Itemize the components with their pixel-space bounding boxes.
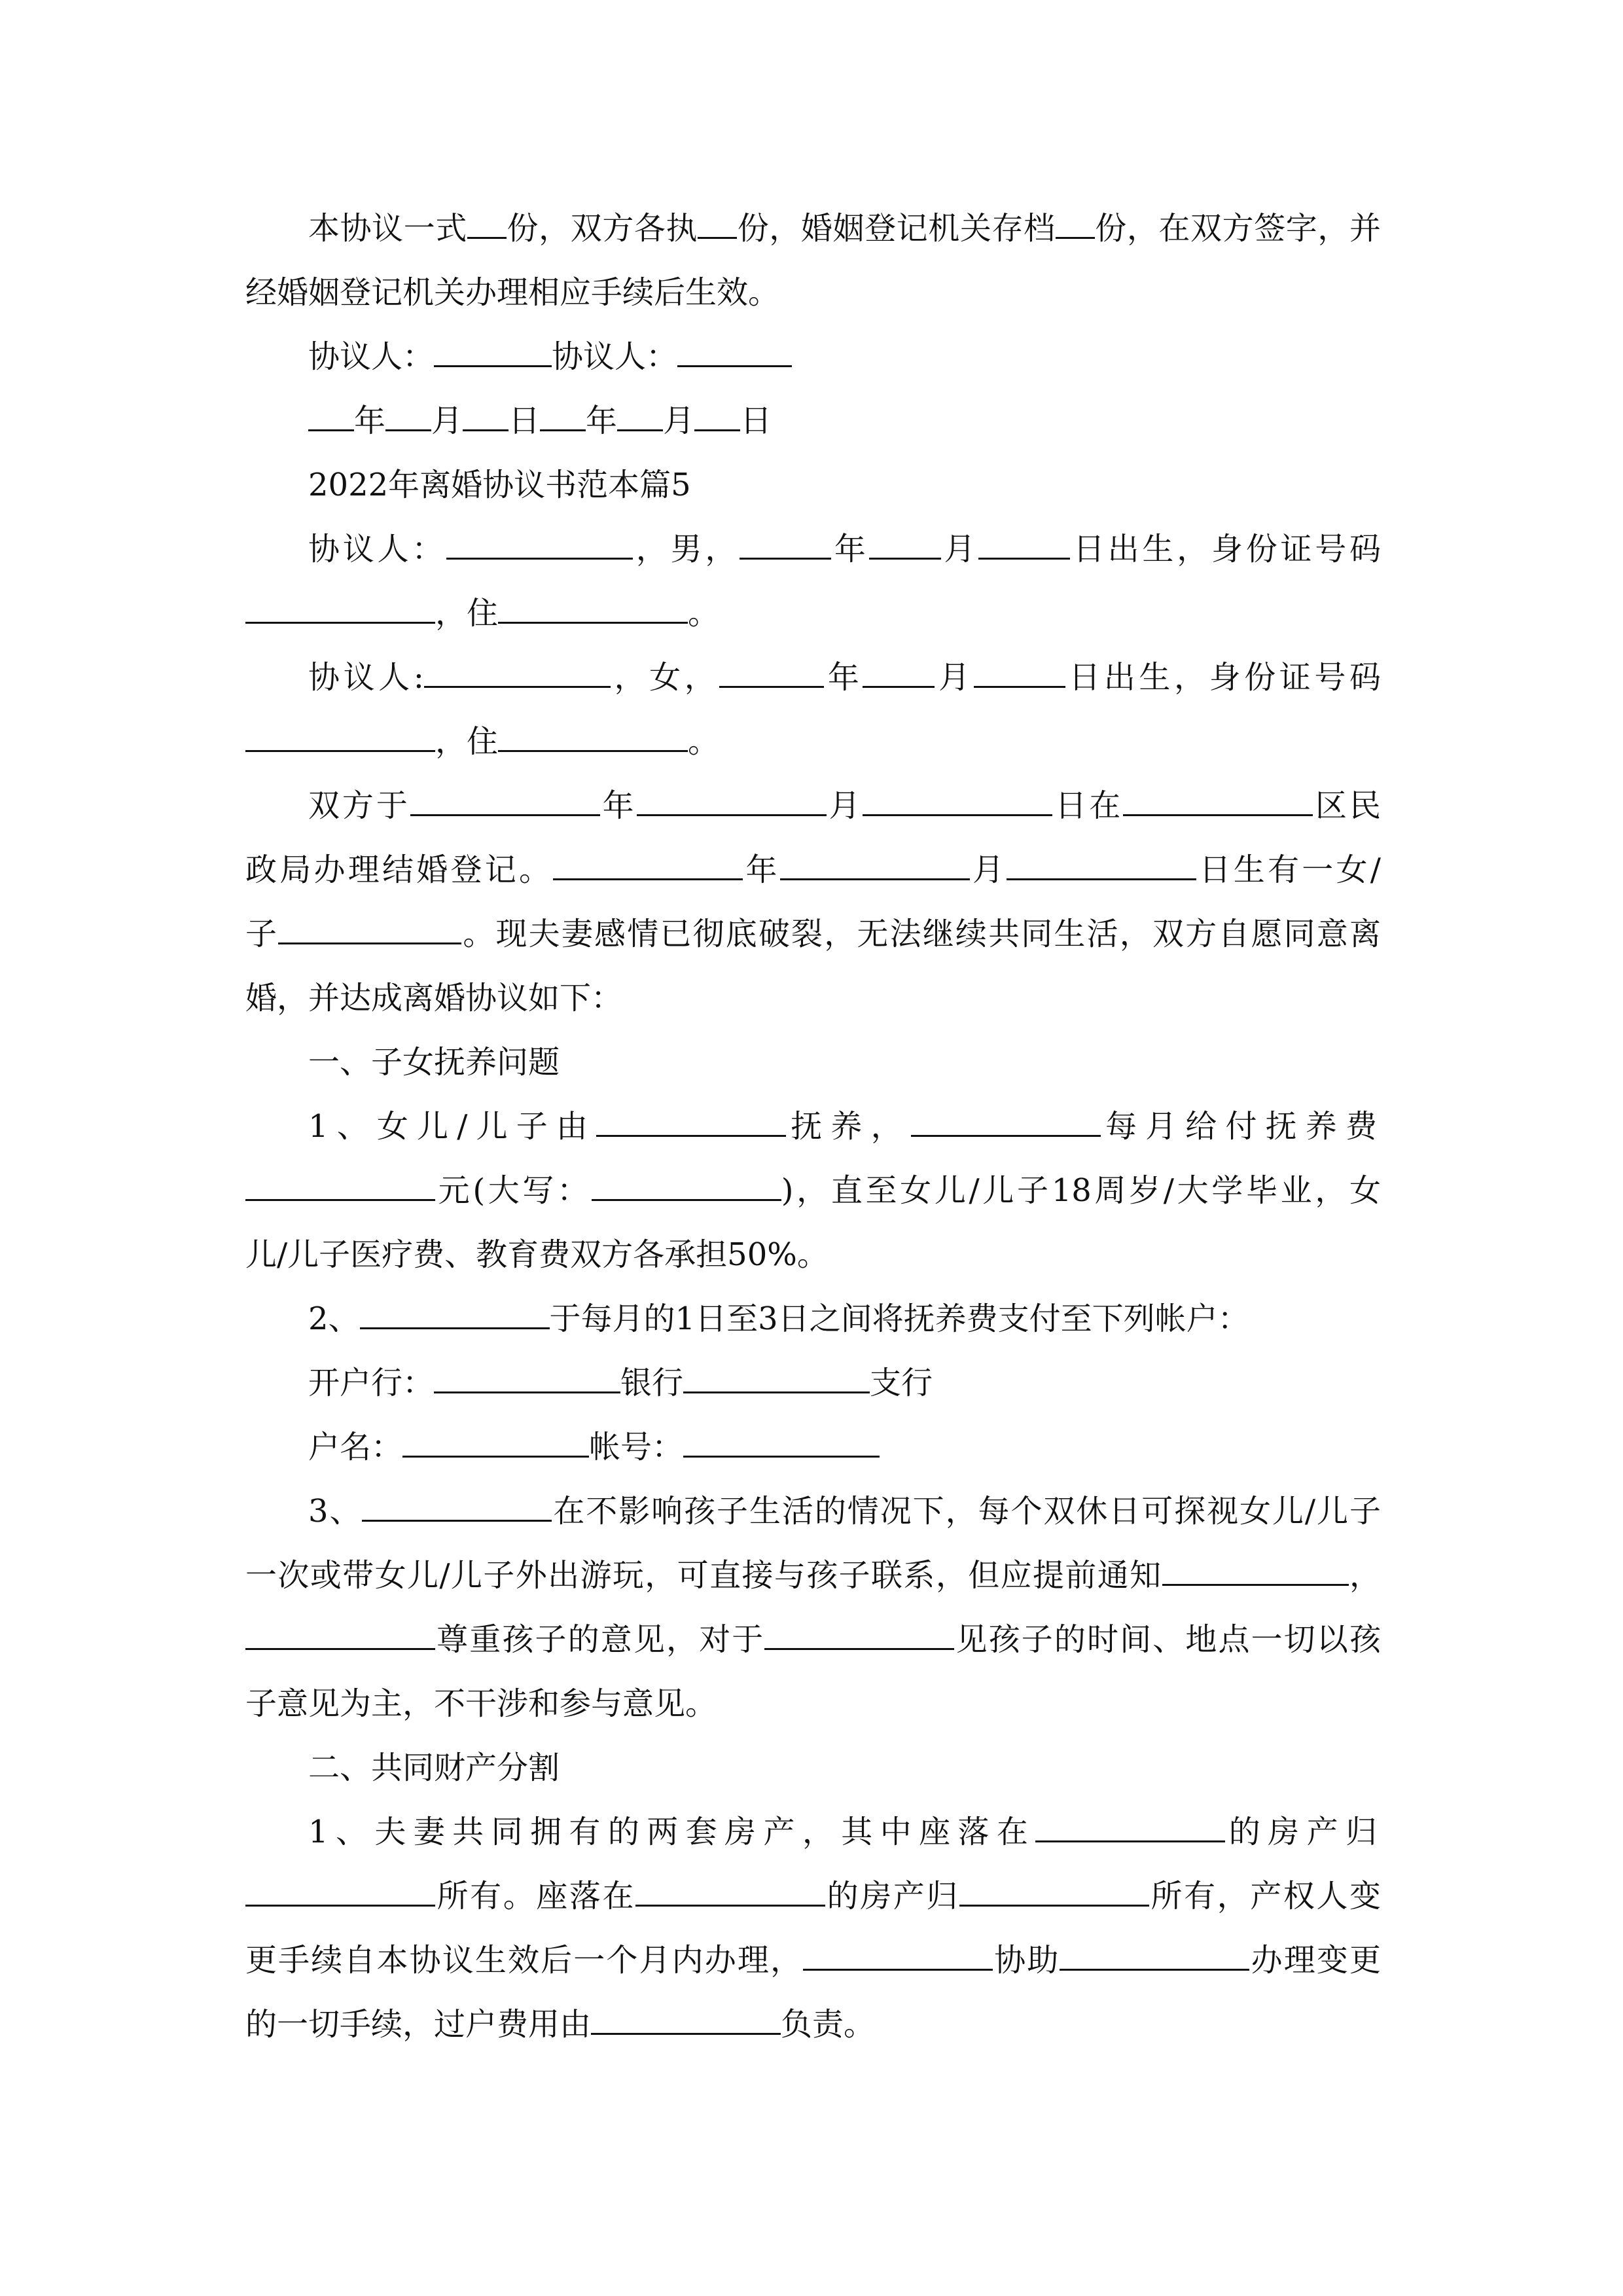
paragraph-account [245, 1415, 1381, 1479]
paragraph-custody-line3 [245, 1223, 1381, 1287]
text: 月 [969, 852, 1007, 888]
text: 年 [743, 852, 780, 888]
paragraph-visit-line2 [245, 1543, 1381, 1607]
text: 协议人： [308, 338, 435, 375]
blank-field [869, 531, 941, 560]
text: 尊重孩子的意见，对于 [435, 1621, 765, 1658]
text: 区民 [1313, 787, 1381, 824]
blank-field [553, 852, 743, 880]
blank-field [591, 2007, 781, 2035]
text: 月 [431, 403, 463, 439]
paragraph-marriage-line4 [245, 966, 1381, 1030]
text: 于每月的1日至3日之间将抚养费支付至下列帐户： [549, 1300, 1249, 1337]
text: 子 [245, 916, 279, 952]
paragraph-visit-line1 [245, 1479, 1381, 1543]
blank-field [764, 1622, 954, 1650]
text: ，住 [435, 723, 499, 760]
paragraph-dates [245, 389, 1381, 453]
blank-field [467, 211, 507, 239]
text: 双方于 [308, 787, 410, 824]
text: 协议人： [552, 338, 678, 375]
paragraph-signers [245, 325, 1381, 389]
paragraph-payment [245, 1287, 1381, 1351]
blank-field [245, 1173, 435, 1201]
paragraph-bank [245, 1351, 1381, 1415]
paragraph-copies [245, 196, 1381, 260]
text: 子意见为主，不干涉和参与意见。 [245, 1685, 717, 1722]
text: 经婚姻登记机关办理相应手续后生效。 [245, 274, 780, 311]
blank-field [245, 724, 435, 752]
paragraph-custody-line2 [245, 1158, 1381, 1223]
text: 所有，产权人变 [1149, 1878, 1381, 1914]
paragraph-marriage-line1 [245, 774, 1381, 838]
blank-field [385, 403, 431, 431]
paragraph-visit-line3 [245, 1607, 1381, 1672]
paragraph-property-line3 [245, 1928, 1381, 1992]
blank-field [1007, 852, 1196, 880]
blank-field [592, 1173, 781, 1201]
text: 每月给付抚养费 [1100, 1108, 1381, 1145]
text: 帐号： [589, 1429, 684, 1465]
blank-field [498, 596, 688, 624]
blank-field [911, 1109, 1101, 1137]
paragraph-copies-end [245, 260, 1381, 325]
paragraph-property-line4 [245, 1992, 1381, 2056]
blank-field [683, 1429, 880, 1458]
blank-field [245, 1622, 435, 1650]
blank-field [1060, 1943, 1249, 1971]
paragraph-party-female [245, 645, 1381, 709]
text: 见孩子的时间、地点一切以孩 [954, 1621, 1381, 1658]
paragraph-marriage-line2 [245, 838, 1381, 902]
text: 2、 [308, 1300, 360, 1337]
text: 办理变更 [1249, 1942, 1381, 1979]
blank-field [245, 1878, 435, 1907]
blank-field [1162, 1558, 1349, 1586]
blank-field [1056, 211, 1095, 239]
text: 负责。 [781, 2006, 876, 2043]
text: 3、 [308, 1493, 363, 1530]
blank-field [677, 339, 792, 367]
text: 在不影响孩子生活的情况下，每个双休日可探视女儿/儿子 [552, 1493, 1381, 1530]
paragraph-custody-line1 [245, 1094, 1381, 1158]
text: 。 [688, 723, 720, 760]
text: 户名： [308, 1429, 403, 1465]
text: 月 [663, 403, 695, 439]
text: 日出生，身份证号码 [1065, 659, 1381, 696]
blank-field [434, 1365, 620, 1393]
blank-field [410, 788, 600, 816]
blank-field [978, 531, 1070, 560]
text: 抚养， [786, 1108, 911, 1145]
blank-field [780, 852, 970, 880]
text: 政局办理结婚登记。 [245, 852, 554, 888]
paragraph-party-male-end [245, 581, 1381, 645]
blank-field [719, 660, 824, 688]
blank-field [683, 1365, 870, 1393]
text: 更手续自本协议生效后一个月内办理， [245, 1942, 804, 1979]
section-title-children [245, 1030, 1381, 1094]
text: 支行 [870, 1365, 933, 1401]
text: 。 [688, 595, 720, 632]
text: 月 [935, 659, 974, 696]
text: 份，在双方签字，并 [1094, 210, 1381, 247]
text: 协议人： [308, 531, 447, 567]
blank-field [740, 531, 831, 560]
blank-field [596, 1109, 786, 1137]
blank-field [617, 403, 663, 431]
text: 1、女儿/儿子由 [308, 1108, 597, 1145]
text: 年 [586, 403, 618, 439]
text: 。现夫妻感情已彻底破裂，无法继续共同生活，双方自愿同意离 [461, 916, 1381, 952]
text: 日在 [1052, 787, 1124, 824]
blank-field [402, 1429, 589, 1458]
blank-field [446, 531, 633, 560]
blank-field [803, 1943, 993, 1971]
text: 年 [831, 531, 869, 567]
text: 银行 [620, 1365, 684, 1401]
text: 的房产归 [1225, 1814, 1381, 1850]
blank-field [959, 1878, 1149, 1907]
text: 日出生，身份证号码 [1070, 531, 1381, 567]
blank-field [540, 403, 586, 431]
text: ，男， [633, 531, 740, 567]
blank-field [362, 1494, 552, 1522]
blank-field [498, 724, 688, 752]
text: ，住 [435, 595, 499, 632]
blank-field [424, 660, 611, 688]
paragraph-visit-line4 [245, 1672, 1381, 1736]
text: 日 [740, 403, 772, 439]
paragraph-party-male [245, 517, 1381, 581]
blank-field [863, 788, 1052, 816]
text: 所有。座落在 [435, 1878, 636, 1914]
text: 一、子女抚养问题 [308, 1044, 560, 1081]
text: 年 [599, 787, 637, 824]
blank-field [637, 788, 827, 816]
blank-field [360, 1301, 550, 1329]
blank-field [1035, 1814, 1225, 1842]
blank-field [463, 403, 508, 431]
section-title-property [245, 1736, 1381, 1800]
blank-field [635, 1878, 825, 1907]
text: 儿/儿子医疗费、教育费双方各承担50%。 [245, 1236, 829, 1273]
paragraph-property-line1 [245, 1800, 1381, 1864]
text: 年 [354, 403, 386, 439]
text: ，女， [610, 659, 720, 696]
text: 月 [940, 531, 979, 567]
text: 的一切手续，过户费用由 [245, 2006, 592, 2043]
text: 份，双方各执 [506, 210, 698, 247]
paragraph-marriage-line3 [245, 902, 1381, 966]
text: 协议人: [308, 659, 424, 696]
section-title-5 [245, 453, 1381, 517]
blank-field [434, 339, 552, 367]
paragraph-party-female-end [245, 709, 1381, 774]
text: 日生有一女/ [1196, 852, 1381, 888]
text: )，直至女儿/儿子18周岁/大学毕业，女 [781, 1172, 1381, 1209]
blank-field [974, 660, 1065, 688]
text: 月 [826, 787, 863, 824]
text: 婚，并达成离婚协议如下： [245, 980, 623, 1016]
text: 2022年离婚协议书范本篇5 [308, 467, 691, 503]
paragraph-property-line2 [245, 1864, 1381, 1928]
blank-field [694, 403, 740, 431]
text: ， [1348, 1557, 1381, 1594]
text: 一次或带女儿/儿子外出游玩，可直接与孩子联系，但应提前通知 [245, 1557, 1162, 1594]
blank-field [863, 660, 935, 688]
text: 份，婚姻登记机关存档 [737, 210, 1056, 247]
text: 开户行： [308, 1365, 435, 1401]
blank-field [698, 211, 737, 239]
text: 年 [824, 659, 863, 696]
blank-field [278, 916, 461, 944]
document-body [245, 196, 1381, 2056]
text: 1、夫妻共同拥有的两套房产，其中座落在 [308, 1814, 1036, 1850]
blank-field [308, 403, 354, 431]
text: 的房产归 [825, 1878, 959, 1914]
text: 二、共同财产分割 [308, 1749, 560, 1786]
text: 元(大写： [435, 1172, 592, 1209]
text: 日 [508, 403, 541, 439]
blank-field [1123, 788, 1313, 816]
blank-field [245, 596, 435, 624]
text: 本协议一式 [308, 210, 467, 247]
text: 协助 [993, 1942, 1060, 1979]
